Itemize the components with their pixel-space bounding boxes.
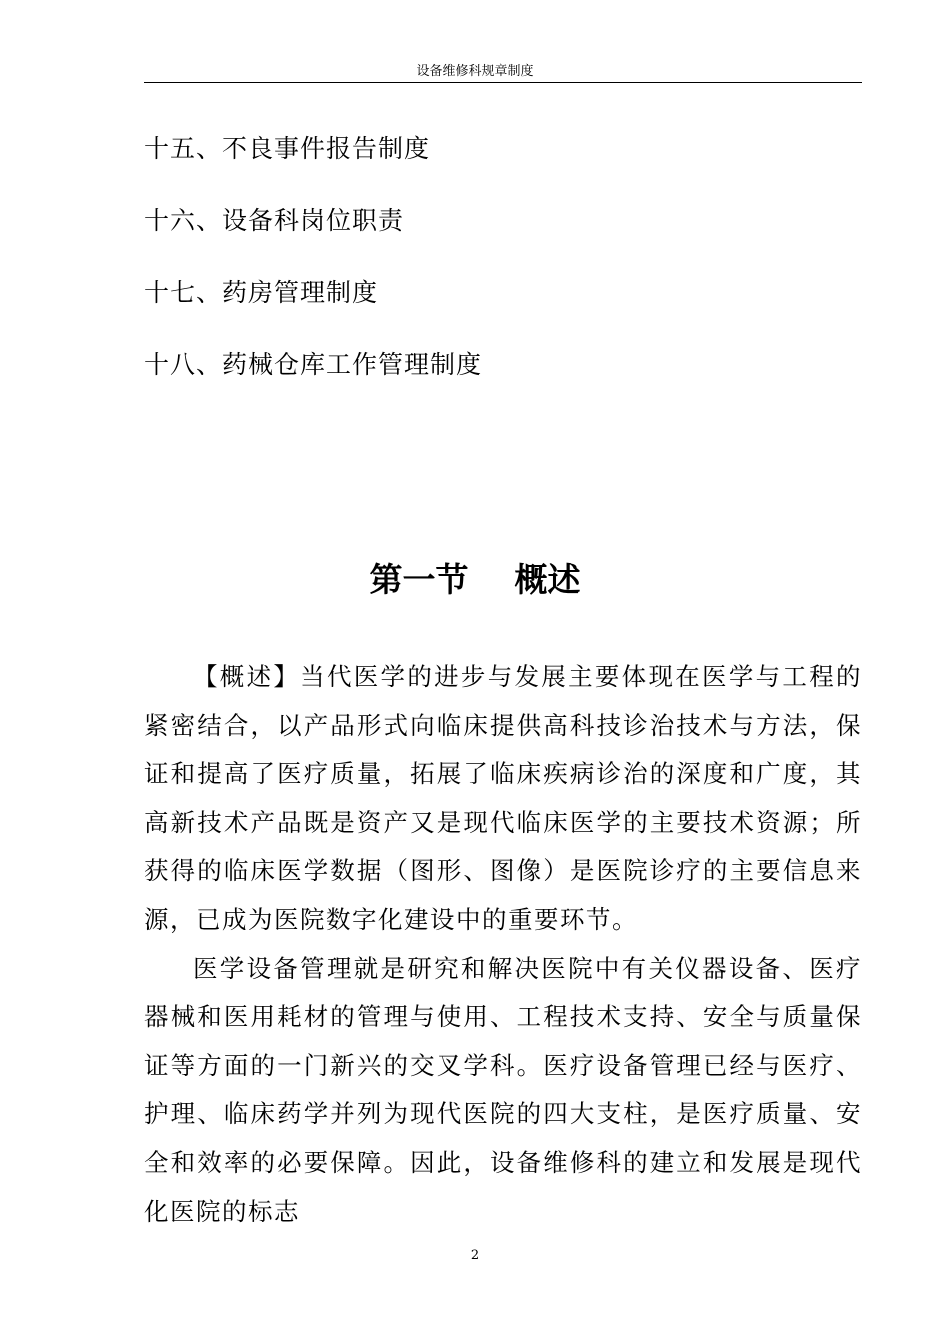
toc-item: 十八、药械仓库工作管理制度 [144, 350, 483, 379]
page-number: 2 [470, 1248, 480, 1263]
toc-item: 十七、药房管理制度 [144, 278, 379, 307]
toc-list [144, 128, 862, 416]
running-header-title: 设备维修科规章制度 [416, 64, 534, 79]
section-heading: 第一节 概述 [369, 560, 581, 599]
body-text [144, 653, 862, 1236]
paragraph-overview: 【概述】当代医学的进步与发展主要体现在医学与工程的紧密结合，以产品形式向临床提供高科技诊治技术与方法，保证和提高了医疗质量，拓展了临床疾病诊治的深度和广度，其高新技术产品既是资产又是现代临床医学的主要技术资源；所获得的临床医学数据（图形、图像）是医院诊疗的主要信息来源，已成为医院数字化建设中的重要环节。 [144, 662, 862, 934]
toc-item: 十六、设备科岗位职责 [144, 206, 405, 235]
paragraph-equipment-management: 医学设备管理就是研究和解决医院中有关仪器设备、医疗器械和医用耗材的管理与使用、工程技术支持、安全与质量保证等方面的一门新兴的交叉学科。医疗设备管理已经与医疗、护理、临床药学并列为现代医院的四大支柱，是医疗质量、安全和效率的必要保障。因此，设备维修科的建立和发展是现代化医院的标志 [144, 953, 862, 1226]
header-divider [144, 82, 862, 83]
toc-item: 十五、不良事件报告制度 [144, 134, 431, 163]
